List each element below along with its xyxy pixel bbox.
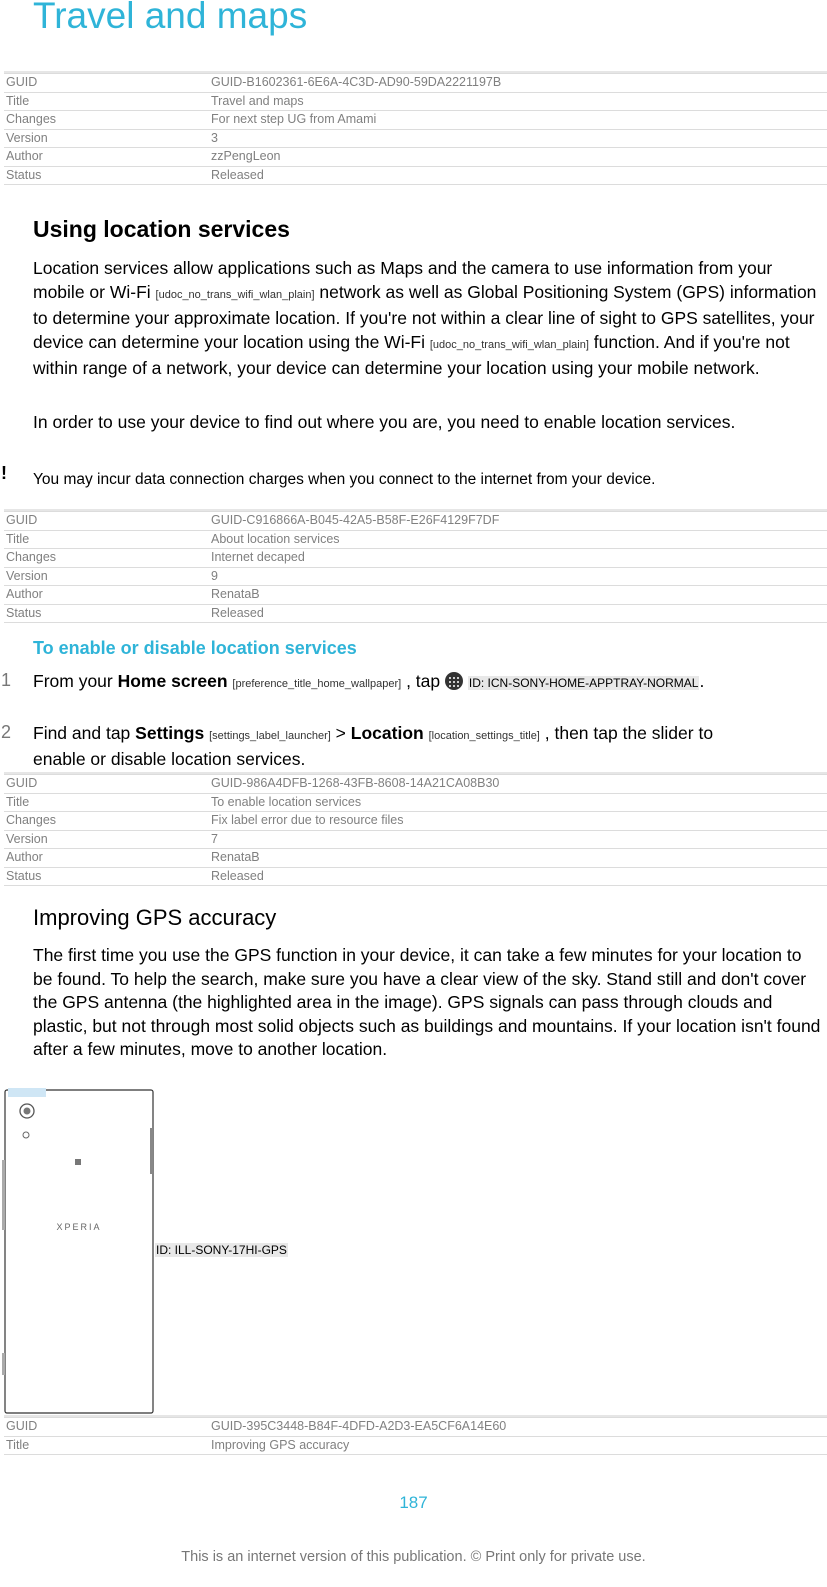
section-heading-location: Using location services [33,216,290,242]
ui-term-location: Location [350,723,424,743]
meta-row-title [4,530,827,549]
meta-row-status [4,867,827,887]
ui-term-settings: Settings [135,723,205,743]
meta-value: 3 [211,130,218,145]
meta-key: Title [6,1437,30,1452]
chapter-title: Travel and maps [33,0,308,36]
path-separator: > [335,723,346,743]
meta-value: RenataB [211,850,260,864]
meta-key: GUID [6,1419,38,1433]
text-run: function. And if you're not within range of a network, your device can determine your location using your mobile network. [33,331,790,378]
meta-key: Title [6,531,30,546]
resource-tag: [udoc_no_trans_wifi_wlan_plain] [429,338,589,351]
meta-row-version [4,830,827,849]
meta-row-author [4,585,827,604]
meta-key: Changes [6,813,57,827]
icon-id-label: ID: ICN-SONY-HOME-APPTRAY-NORMAL [468,676,699,690]
warning-icon: ! [1,463,7,483]
resource-tag: [preference_title_home_wallpaper] [232,678,402,690]
meta-value: zzPengLeon [211,149,281,163]
meta-value: To enable location services [211,794,362,809]
meta-value: For next step UG from Amami [211,112,377,126]
text-run: network as well as Global Positioning System (GPS) information to determine your approximate location. If you're not within a clear line of sight to GPS satellites, your device can determine your location using the Wi-Fi [33,281,817,352]
meta-key: GUID [6,776,38,790]
meta-value: 7 [211,831,218,846]
meta-value: Released [211,868,264,883]
metadata-table [4,1415,827,1455]
side-key [2,1353,5,1375]
camera-lens-inner [24,1108,31,1115]
ui-term-home-screen: Home screen [117,671,228,691]
step-2 [33,722,733,771]
side-rail [2,1160,5,1220]
meta-value: Fix label error due to resource files [211,813,404,827]
text-run: , then tap the slider to enable or disable location services. [33,723,714,769]
data-charges-note: You may incur data connection charges when you connect to the internet from your device. [33,471,656,488]
resource-tag: [udoc_no_trans_wifi_wlan_plain] [155,288,315,301]
meta-key: Version [6,568,48,583]
meta-row-changes [4,110,827,129]
footer-note: This is an internet version of this publication. © Print only for private use. [181,1549,646,1565]
meta-row-version [4,129,827,148]
meta-key: Status [6,605,42,620]
page-number: 187 [399,1493,428,1512]
side-key [2,1218,5,1230]
meta-key: Changes [6,550,57,564]
sensor [75,1159,81,1165]
metadata-table [4,772,827,886]
meta-row-changes [4,811,827,830]
text-run: Find and tap [33,723,131,743]
meta-row-status [4,604,827,624]
resource-tag: [location_settings_title] [428,730,540,742]
meta-key: Status [6,167,42,182]
phone-back-illustration [2,1088,157,1416]
task-heading-enable-location: To enable or disable location services [33,638,357,658]
resource-tag: [settings_label_launcher] [209,730,331,742]
metadata-table [4,71,827,185]
meta-value: RenataB [211,587,260,601]
step-number: 2 [1,722,12,742]
meta-row-title [4,92,827,111]
section-heading-gps: Improving GPS accuracy [33,905,277,930]
location-paragraph-2: In order to use your device to find out where you are, you need to enable location services. [33,412,736,432]
side-button [150,1128,153,1174]
meta-row-version [4,567,827,586]
phone-brand: XPERIA [56,1222,102,1232]
meta-row-author [4,848,827,867]
meta-key: Changes [6,112,57,126]
meta-row-guid [4,73,827,92]
text-run: From your [33,671,113,691]
meta-value: Released [211,167,264,182]
meta-row-guid [4,1417,827,1436]
meta-row-author [4,147,827,166]
meta-value: Internet decaped [211,550,305,564]
metadata-table [4,509,827,623]
meta-key: Title [6,794,30,809]
meta-row-guid [4,511,827,530]
meta-value: About location services [211,531,340,546]
meta-value: GUID-B1602361-6E6A-4C3D-AD90-59DA2221197B [211,75,502,89]
meta-value: GUID-C916866A-B045-42A5-B58F-E26F4129F7DF [211,513,500,527]
meta-key: Author [6,587,43,601]
meta-key: Author [6,149,43,163]
text-run: . [699,671,705,691]
text-run: , tap [406,671,441,691]
gps-antenna-highlight [8,1088,46,1097]
meta-key: Version [6,130,48,145]
meta-value: GUID-986A4DFB-1268-43FB-8608-14A21CA08B30 [211,776,500,790]
meta-key: Status [6,868,42,883]
meta-value: 9 [211,568,218,583]
gps-paragraph: The first time you use the GPS function in your device, it can take a few minutes for your location to be found. To help the search, make sure you have a clear view of the sky. Stand still and don't cover the GPS antenna (the highlighted area in the image). GPS signals can pass through clouds and plastic, but not through most solid objects such as buildings and mountains. If your location isn't found after a few minutes, move to another location. [33,945,821,1059]
meta-key: GUID [6,75,38,89]
step-number: 1 [1,670,12,690]
text-run: Location services allow applications such as Maps and the camera to use information from your mobile or Wi-Fi [33,258,773,302]
meta-key: Author [6,850,43,864]
meta-key: Version [6,831,48,846]
meta-value: Improving GPS accuracy [211,1437,350,1452]
meta-row-title [4,793,827,812]
meta-key: Title [6,93,30,108]
meta-row-guid [4,774,827,793]
illustration-id-label: ID: ILL-SONY-17HI-GPS [156,1243,287,1257]
meta-value: Travel and maps [211,93,304,108]
phone-body [5,1090,153,1413]
meta-row-title [4,1436,827,1456]
meta-value: Released [211,605,264,620]
location-paragraph [33,257,823,381]
meta-row-changes [4,548,827,567]
step-1 [33,670,733,696]
meta-row-status [4,166,827,186]
meta-key: GUID [6,513,38,527]
meta-value: GUID-395C3448-B84F-4DFD-A2D3-EA5CF6A14E60 [211,1419,507,1433]
app-tray-icon [445,672,463,690]
